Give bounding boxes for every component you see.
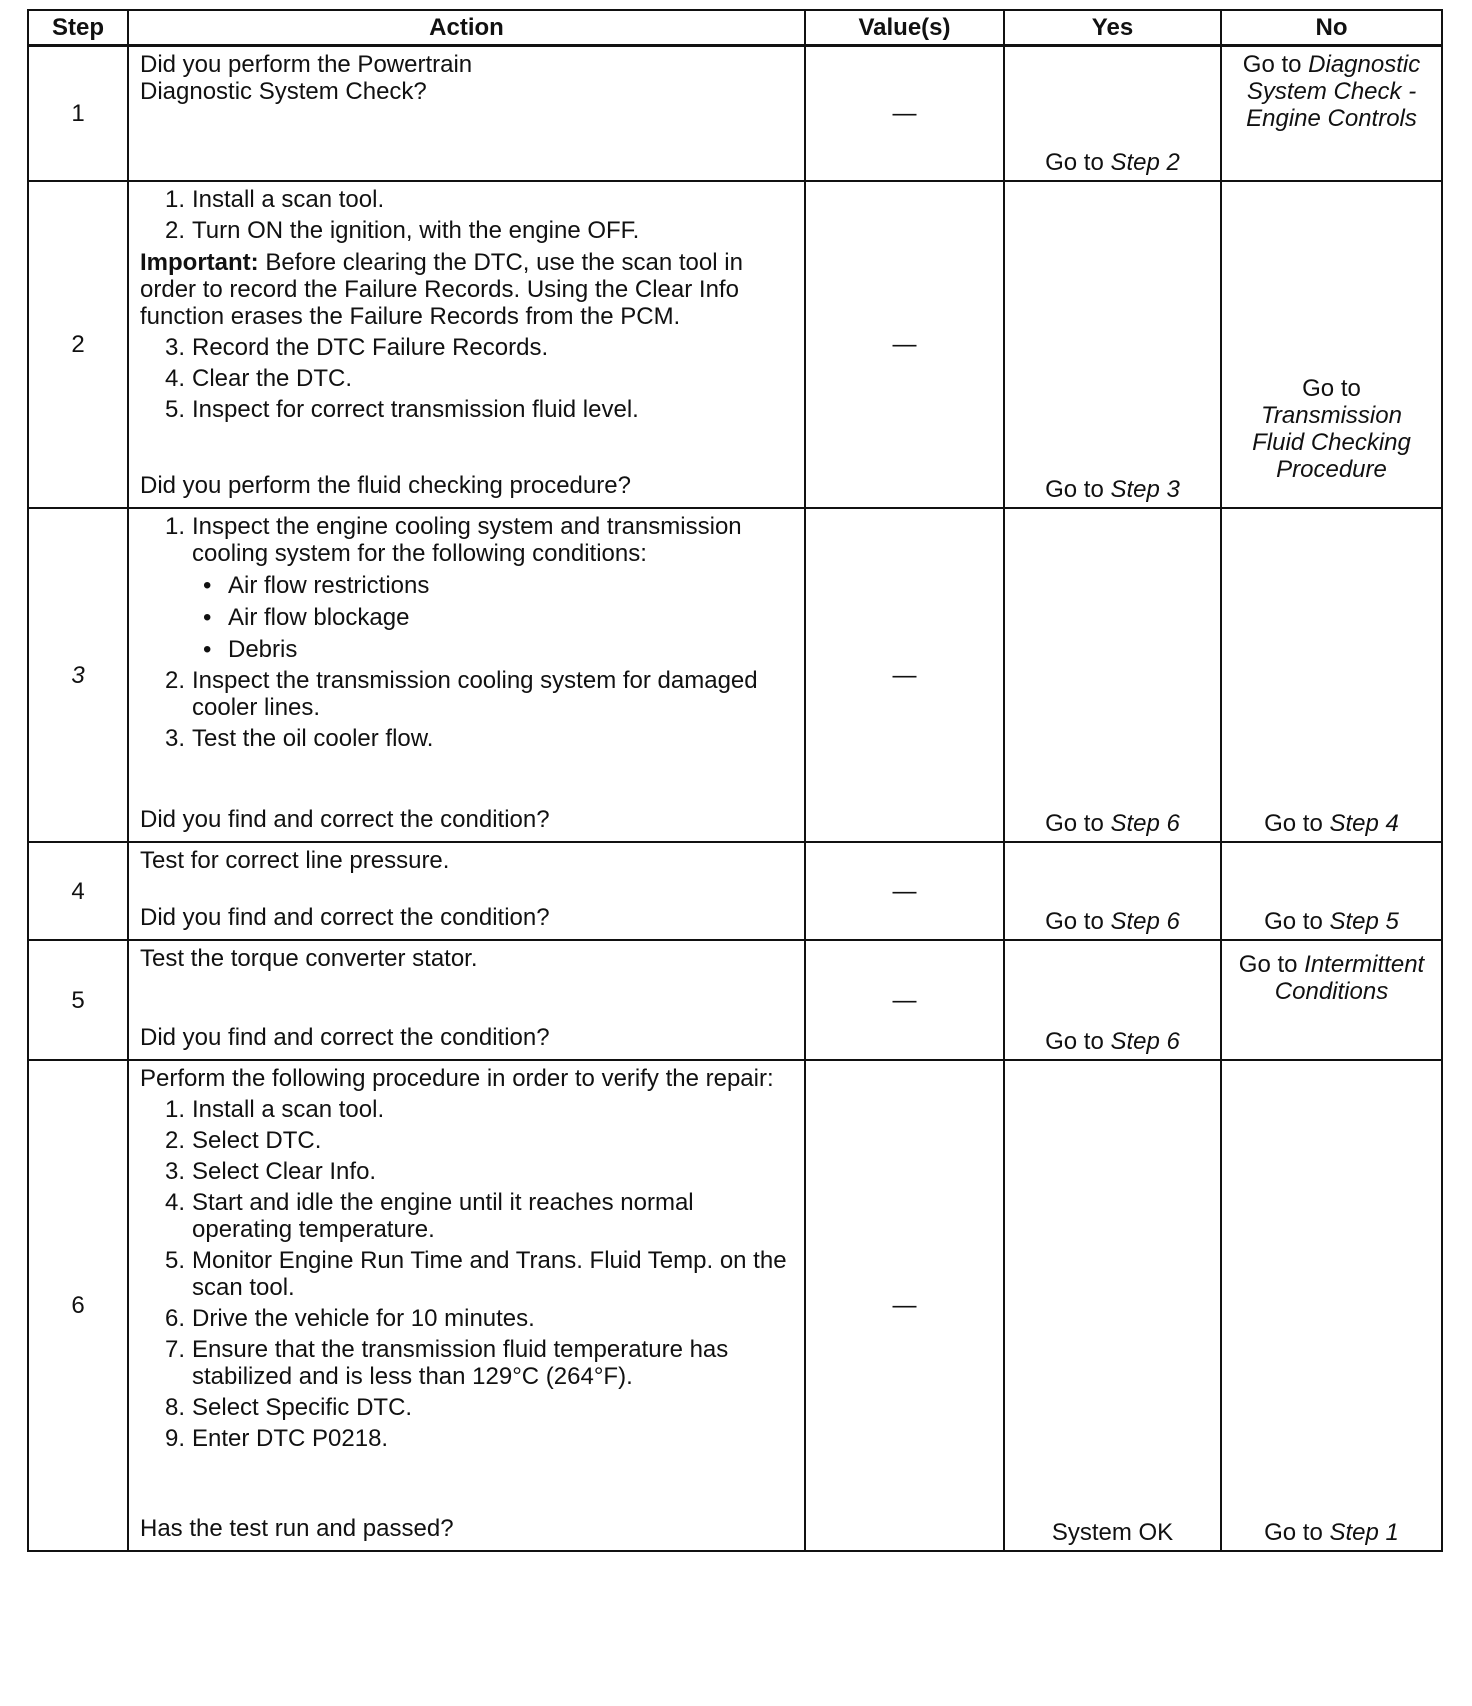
action-text: Test for correct line pressure. [140,847,450,874]
bullet-item: • Air flow restrictions [203,572,430,599]
value-cell: — [805,46,1004,182]
no-cell [1221,940,1442,1060]
list-item: Select DTC. [192,1127,322,1154]
yes-cell [1004,46,1221,182]
table-row [28,940,1442,1060]
step-number: 5 [28,940,128,1060]
action-cell [128,842,805,940]
yes-cell [1004,181,1221,508]
header-values: Value(s) [805,10,1004,46]
yes-link[interactable]: Go to Step 6 [1045,1028,1180,1055]
step-number: 2 [28,181,128,508]
list-item: Ensure that the transmission fluid temperature has stabilized and is less than 129°C (264°F). [192,1336,729,1390]
list-item: Record the DTC Failure Records. [192,334,549,361]
yes-link[interactable]: Go to Step 6 [1045,810,1180,837]
value-cell: — [805,508,1004,842]
action-cell: Perform the following procedure in order to verify the repair: 1. Install a scan tool. 2. Select DTC. 3. Select Clear Info. 4. Start and idle the engine until it reaches normal operating temperature. 5. Monitor Engine Run Time and Trans. Fluid Temp. on the scan tool. 6. Drive the vehicle for 10 minutes. 7. Ensure that the transmission fluid temperature has stabilized and is less than 129°C (264°F). 8. Select Specific DTC. 9. Enter DTC P0218. Has the test run and passed? [128,1060,805,1551]
value-cell: — [805,842,1004,940]
list-item: Turn ON the ignition, with the engine OFF. [192,217,640,244]
table-row [28,181,1442,508]
list-item: Install a scan tool. [192,186,385,213]
list-item: Enter DTC P0218. [192,1425,389,1452]
list-item: Inspect the transmission cooling system for damaged cooler lines. [192,667,758,721]
value-cell: — [805,940,1004,1060]
no-link[interactable]: Go to Intermittent Conditions [1238,951,1425,1005]
no-link[interactable]: Go to Step 1 [1264,1519,1399,1546]
list-item: Select Clear Info. [192,1158,377,1185]
step-number: 6 [28,1060,128,1551]
action-cell: 1. Install a scan tool. 2. Turn ON the ignition, with the engine OFF. Important: Before clearing the DTC, use the scan tool in order to record the Failure Records. Using the Clear Info function erases the Failure Records from the PCM. 3. Record the DTC Failure Records. 4. Clear the DTC. 5. Inspect for correct transmission fluid level. Did you perform the fluid checking procedure? [128,181,805,508]
list-item: Inspect for correct transmission fluid level. [192,396,639,423]
step-number: 4 [28,842,128,940]
action-cell: 1. Inspect the engine cooling system and transmission cooling system for the following conditions: • Air flow restrictions • Air flow blockage • Debris 2. Inspect the transmission cooling system for damaged cooler lines. 3. Test the oil cooler flow. Did you find and correct the condition? [128,508,805,842]
table-row [28,842,1442,940]
no-link[interactable]: Go to Transmission Fluid Checking Procedure [1252,375,1411,483]
no-link[interactable]: Go to Step 5 [1264,908,1399,935]
list-item: Monitor Engine Run Time and Trans. Fluid Temp. on the scan tool. [192,1247,787,1301]
bullet-item: • Debris [203,636,298,663]
yes-link[interactable]: Go to Step 6 [1045,908,1180,935]
no-cell [1221,508,1442,842]
header-yes: Yes [1004,10,1221,46]
header-action: Action [128,10,805,46]
bullet-item: • Air flow blockage [203,604,410,631]
question-text: Did you find and correct the condition? [140,1024,550,1051]
no-cell [1221,842,1442,940]
intro-text: Perform the following procedure in order to verify the repair: [140,1065,774,1092]
yes-cell [1004,1060,1221,1551]
action-text: Did you perform the Powertrain Diagnostic System Check? [140,51,473,105]
list-item: Drive the vehicle for 10 minutes. [192,1305,535,1332]
yes-link[interactable]: Go to Step 2 [1045,149,1180,176]
no-cell [1221,181,1442,508]
no-link[interactable]: Go to Step 4 [1264,810,1399,837]
action-text: Test the torque converter stator. [140,945,478,972]
list-item: Start and idle the engine until it reaches normal operating temperature. [192,1189,694,1243]
action-cell [128,940,805,1060]
list-item: Inspect the engine cooling system and transmission cooling system for the following conditions: [192,513,742,567]
no-cell [1221,46,1442,182]
list-item: Clear the DTC. [192,365,353,392]
question-text: Did you perform the fluid checking procedure? [140,472,631,499]
yes-cell [1004,508,1221,842]
list-item: Install a scan tool. [192,1096,385,1123]
system-ok-text[interactable]: System OK [1051,1519,1174,1546]
list-item: Select Specific DTC. [192,1394,413,1421]
step-number: 1 [28,46,128,182]
header-row [28,10,1442,46]
no-link[interactable]: Go to Diagnostic System Check - Engine Controls [1242,51,1421,132]
diagnostic-table [27,9,1443,1552]
no-cell [1221,1060,1442,1551]
yes-link[interactable]: Go to Step 3 [1045,476,1180,503]
action-cell [128,46,805,182]
question-text: Has the test run and passed? [140,1515,454,1542]
table-row [28,1060,1442,1551]
table-row [28,508,1442,842]
question-text: Did you find and correct the condition? [140,806,550,833]
value-cell: — [805,1060,1004,1551]
list-item: Test the oil cooler flow. [192,725,434,752]
header-no: No [1221,10,1442,46]
value-cell: — [805,181,1004,508]
question-text: Did you find and correct the condition? [140,904,550,931]
header-step: Step [28,10,128,46]
table-row [28,46,1442,182]
yes-cell [1004,940,1221,1060]
yes-cell [1004,842,1221,940]
step-number: 3 [28,508,128,842]
important-note: Important: Before clearing the DTC, use the scan tool in order to record the Failure Records. Using the Clear Info function erases the Failure Records from the PCM. [140,249,743,330]
